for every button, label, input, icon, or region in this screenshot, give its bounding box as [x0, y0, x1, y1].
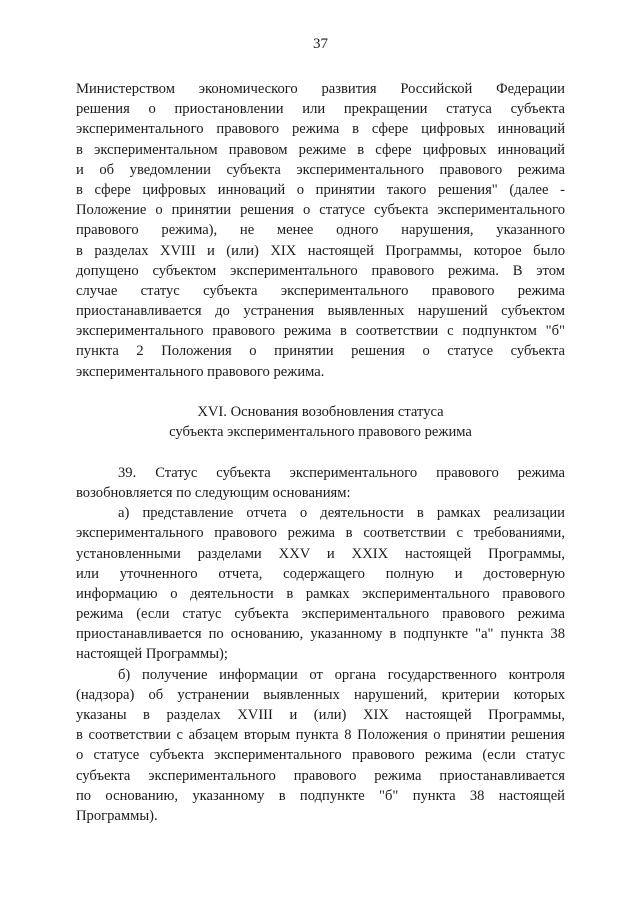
text-line: правового режима), не менее одного нарушения, указанного — [76, 222, 565, 239]
page-number: 37 — [313, 36, 328, 52]
text-line: субъекта экспериментального правового режима приостанавливается — [76, 767, 565, 784]
text-line: а) представление отчета о деятельности в рамках реализации — [118, 505, 565, 522]
paragraph-subitem-a — [76, 503, 565, 665]
text-line: возобновляется по следующим основаниям: — [76, 484, 351, 501]
text-line: настоящей Программы); — [76, 646, 228, 663]
text-line: указаны в разделах XVIII и (или) XIX настоящей Программы, — [76, 707, 565, 724]
text-line: в соответствии с абзацем вторым пункта 8 Положения о принятии решения — [76, 727, 565, 744]
text-line: приостанавливается по основанию, указанному в подпункте "а" пункта 38 — [76, 626, 565, 643]
paragraph-intro — [76, 79, 565, 382]
text-line: пункта 2 Положения о принятии решения о статусе субъекта — [76, 343, 565, 360]
section-heading — [76, 402, 565, 442]
text-line: Программы). — [76, 807, 158, 824]
text-line: экспериментального правового режима в соответствии с требованиями, — [76, 525, 565, 542]
text-line: или уточненного отчета, содержащего полную и достоверную — [76, 565, 565, 582]
text-line: установленными разделами XXV и XXIX настоящей Программы, — [76, 545, 565, 562]
text-line: экспериментального правового режима в соответствии с подпунктом "б" — [76, 323, 565, 340]
text-line: экспериментального правового режима в сфере цифровых инноваций — [76, 121, 565, 138]
section-heading-line: субъекта экспериментального правового режима — [169, 424, 472, 441]
text-line: информацию о деятельности в рамках экспериментального правового — [76, 585, 565, 602]
text-line: о статусе субъекта экспериментального правового режима (если статус — [76, 747, 565, 764]
document-body — [76, 79, 565, 826]
text-line: 39. Статус субъекта экспериментального правового режима — [118, 464, 565, 481]
text-line: случае статус субъекта экспериментального правового режима — [76, 282, 565, 299]
text-line: в экспериментальном правовом режиме в сфере цифровых инноваций — [76, 141, 565, 158]
text-line: приостанавливается до устранения выявленных нарушений субъектом — [76, 303, 565, 320]
paragraph-39 — [76, 463, 565, 503]
text-line: (надзора) об устранении выявленных нарушений, критерии которых — [76, 686, 565, 703]
text-line: допущено субъектом экспериментального правового режима. В этом — [76, 262, 565, 279]
text-line: в сфере цифровых инноваций о принятии такого решения" (далее - — [76, 181, 565, 198]
text-line: и об уведомлении субъекта экспериментального правового режима — [76, 161, 565, 178]
text-line: решения о приостановлении или прекращении статуса субъекта — [76, 101, 565, 118]
text-line: б) получение информации от органа государственного контроля — [118, 666, 565, 683]
text-line: в разделах XVIII и (или) XIX настоящей Программы, которое было — [76, 242, 565, 259]
text-line: по основанию, указанному в подпункте "б" пункта 38 настоящей — [76, 787, 565, 804]
text-line: экспериментального правового режима. — [76, 363, 325, 380]
section-heading-line: XVI. Основания возобновления статуса — [197, 404, 444, 421]
text-line: Министерством экономического развития Российской Федерации — [76, 81, 565, 97]
text-line: режима (если статус субъекта экспериментального правового режима — [76, 606, 565, 623]
text-line: Положение о принятии решения о статусе субъекта экспериментального — [76, 202, 565, 219]
paragraph-subitem-b — [76, 665, 565, 827]
